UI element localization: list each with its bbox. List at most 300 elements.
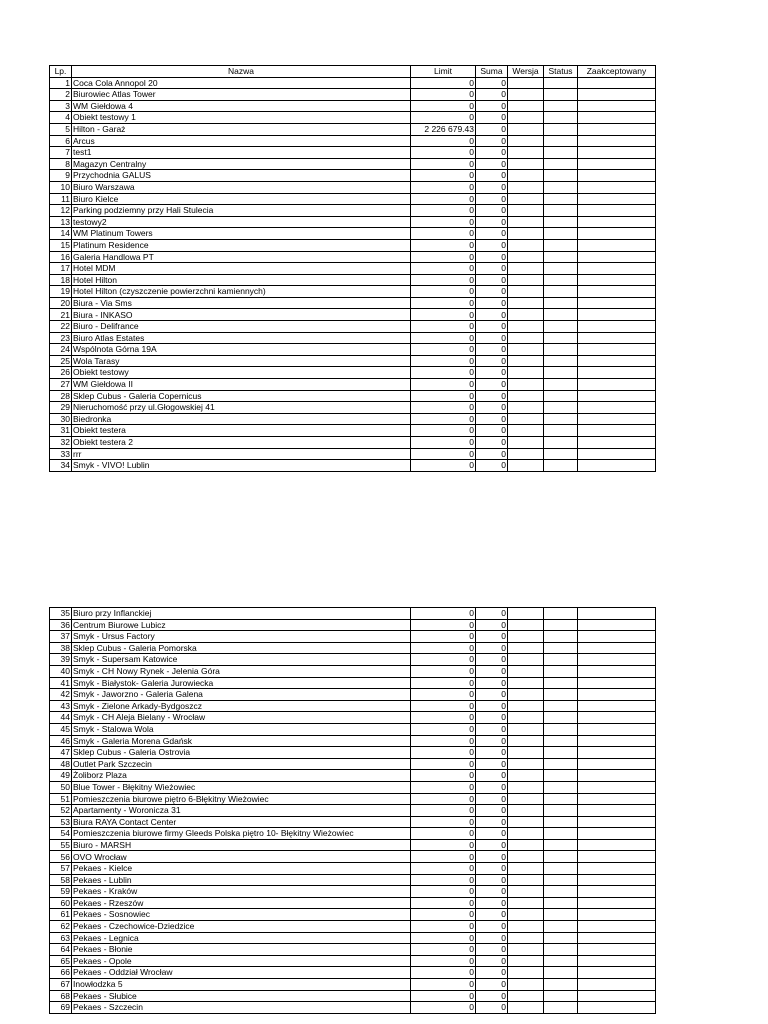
row-zaakceptowany (578, 170, 656, 182)
row-zaakceptowany (578, 851, 656, 863)
row-limit: 0 (411, 158, 476, 170)
row-zaakceptowany (578, 402, 656, 414)
row-zaakceptowany (578, 344, 656, 356)
row-number: 4 (50, 112, 72, 124)
row-zaakceptowany (578, 205, 656, 217)
row-name: Biuro przy Inflanckiej (72, 608, 411, 620)
row-suma: 0 (476, 332, 508, 344)
row-wersja (508, 909, 544, 921)
row-wersja (508, 955, 544, 967)
row-wersja (508, 758, 544, 770)
row-zaakceptowany (578, 274, 656, 286)
table-row (50, 251, 656, 263)
row-suma: 0 (476, 460, 508, 472)
table-row (50, 448, 656, 460)
table-row (50, 631, 656, 643)
row-zaakceptowany (578, 147, 656, 159)
row-status (544, 100, 578, 112)
row-number: 46 (50, 735, 72, 747)
row-zaakceptowany (578, 886, 656, 898)
row-status (544, 367, 578, 379)
row-suma: 0 (476, 619, 508, 631)
row-zaakceptowany (578, 437, 656, 449)
row-number: 3 (50, 100, 72, 112)
row-limit: 0 (411, 1002, 476, 1014)
row-limit: 0 (411, 205, 476, 217)
row-limit: 0 (411, 758, 476, 770)
row-status (544, 135, 578, 147)
row-status (544, 805, 578, 817)
row-limit: 0 (411, 886, 476, 898)
row-name: Biura - Via Sms (72, 297, 411, 309)
table-row (50, 332, 656, 344)
table-row (50, 886, 656, 898)
row-wersja (508, 228, 544, 240)
row-zaakceptowany (578, 700, 656, 712)
row-zaakceptowany (578, 863, 656, 875)
row-suma: 0 (476, 863, 508, 875)
table-row (50, 216, 656, 228)
row-wersja (508, 321, 544, 333)
header-zaakceptowany: Zaakceptowany (578, 66, 656, 78)
row-suma: 0 (476, 448, 508, 460)
row-number: 63 (50, 932, 72, 944)
row-suma: 0 (476, 344, 508, 356)
row-number: 44 (50, 712, 72, 724)
row-number: 15 (50, 239, 72, 251)
row-suma: 0 (476, 239, 508, 251)
row-wersja (508, 735, 544, 747)
row-wersja (508, 216, 544, 228)
row-status (544, 460, 578, 472)
row-suma: 0 (476, 425, 508, 437)
row-status (544, 967, 578, 979)
row-zaakceptowany (578, 828, 656, 840)
row-wersja (508, 181, 544, 193)
row-wersja (508, 932, 544, 944)
row-number: 12 (50, 205, 72, 217)
table-row (50, 181, 656, 193)
row-limit: 0 (411, 712, 476, 724)
row-number: 43 (50, 700, 72, 712)
table-row (50, 344, 656, 356)
row-limit: 0 (411, 909, 476, 921)
row-zaakceptowany (578, 874, 656, 886)
row-wersja (508, 839, 544, 851)
table-row (50, 286, 656, 298)
row-number: 34 (50, 460, 72, 472)
row-number: 13 (50, 216, 72, 228)
row-wersja (508, 805, 544, 817)
row-limit: 0 (411, 321, 476, 333)
table-row (50, 816, 656, 828)
row-name: Inowłodzka 5 (72, 979, 411, 991)
row-limit: 0 (411, 654, 476, 666)
row-status (544, 158, 578, 170)
row-limit: 0 (411, 874, 476, 886)
row-status (544, 413, 578, 425)
row-limit: 0 (411, 967, 476, 979)
row-status (544, 700, 578, 712)
row-zaakceptowany (578, 321, 656, 333)
row-suma: 0 (476, 654, 508, 666)
row-zaakceptowany (578, 448, 656, 460)
row-limit: 0 (411, 979, 476, 991)
row-limit: 0 (411, 793, 476, 805)
row-number: 49 (50, 770, 72, 782)
row-zaakceptowany (578, 642, 656, 654)
row-number: 39 (50, 654, 72, 666)
table-row (50, 863, 656, 875)
row-name: Smyk - Stalowa Wola (72, 723, 411, 735)
row-suma: 0 (476, 712, 508, 724)
row-status (544, 170, 578, 182)
row-zaakceptowany (578, 781, 656, 793)
row-name: Biuro - Delifrance (72, 321, 411, 333)
row-name: testowy2 (72, 216, 411, 228)
table-row (50, 112, 656, 124)
row-zaakceptowany (578, 909, 656, 921)
row-status (544, 228, 578, 240)
table-row (50, 170, 656, 182)
row-zaakceptowany (578, 297, 656, 309)
row-wersja (508, 608, 544, 620)
row-number: 22 (50, 321, 72, 333)
row-wersja (508, 642, 544, 654)
row-name: WM Giełdowa 4 (72, 100, 411, 112)
row-wersja (508, 251, 544, 263)
row-name: Biuro - MARSH (72, 839, 411, 851)
row-status (544, 123, 578, 135)
row-limit: 0 (411, 170, 476, 182)
row-name: Smyk - Galeria Morena Gdańsk (72, 735, 411, 747)
row-limit: 0 (411, 344, 476, 356)
row-wersja (508, 112, 544, 124)
row-zaakceptowany (578, 816, 656, 828)
row-limit: 0 (411, 921, 476, 933)
row-name: Sklep Cubus - Galeria Pomorska (72, 642, 411, 654)
row-suma: 0 (476, 608, 508, 620)
row-suma: 0 (476, 700, 508, 712)
row-wersja (508, 274, 544, 286)
row-zaakceptowany (578, 239, 656, 251)
row-number: 33 (50, 448, 72, 460)
row-name: Platinum Residence (72, 239, 411, 251)
row-status (544, 689, 578, 701)
row-name: Pekaes - Kraków (72, 886, 411, 898)
row-number: 52 (50, 805, 72, 817)
row-status (544, 251, 578, 263)
row-suma: 0 (476, 321, 508, 333)
table-row (50, 955, 656, 967)
table-row (50, 135, 656, 147)
table-row (50, 851, 656, 863)
row-wersja (508, 886, 544, 898)
row-wersja (508, 990, 544, 1002)
row-status (544, 390, 578, 402)
row-suma: 0 (476, 135, 508, 147)
row-number: 45 (50, 723, 72, 735)
row-limit: 0 (411, 805, 476, 817)
row-status (544, 816, 578, 828)
row-suma: 0 (476, 747, 508, 759)
row-wersja (508, 967, 544, 979)
row-wersja (508, 309, 544, 321)
row-status (544, 321, 578, 333)
row-limit: 0 (411, 944, 476, 956)
row-wersja (508, 689, 544, 701)
row-zaakceptowany (578, 805, 656, 817)
row-limit: 0 (411, 239, 476, 251)
table-row (50, 379, 656, 391)
row-status (544, 355, 578, 367)
row-suma: 0 (476, 781, 508, 793)
row-limit: 0 (411, 135, 476, 147)
table-row (50, 712, 656, 724)
row-zaakceptowany (578, 665, 656, 677)
row-wersja (508, 979, 544, 991)
row-limit: 0 (411, 828, 476, 840)
row-name: Hilton - Garaż (72, 123, 411, 135)
row-number: 11 (50, 193, 72, 205)
row-zaakceptowany (578, 112, 656, 124)
row-number: 67 (50, 979, 72, 991)
row-status (544, 77, 578, 89)
header-lp: Lp. (50, 66, 72, 78)
row-limit: 0 (411, 413, 476, 425)
row-limit: 0 (411, 990, 476, 1002)
row-number: 9 (50, 170, 72, 182)
row-zaakceptowany (578, 355, 656, 367)
row-suma: 0 (476, 631, 508, 643)
row-status (544, 297, 578, 309)
row-status (544, 712, 578, 724)
row-status (544, 89, 578, 101)
row-wersja (508, 89, 544, 101)
table-row (50, 367, 656, 379)
row-name: Obiekt testowy 1 (72, 112, 411, 124)
objects-table-page-2 (49, 607, 656, 1014)
row-status (544, 309, 578, 321)
row-name: Biuro Atlas Estates (72, 332, 411, 344)
table-row (50, 402, 656, 414)
row-limit: 0 (411, 263, 476, 275)
row-wersja (508, 781, 544, 793)
row-suma: 0 (476, 723, 508, 735)
row-number: 19 (50, 286, 72, 298)
row-wersja (508, 631, 544, 643)
row-wersja (508, 944, 544, 956)
row-wersja (508, 460, 544, 472)
row-name: Pekaes - Szczecin (72, 1002, 411, 1014)
row-name: Pekaes - Lublin (72, 874, 411, 886)
table-row (50, 932, 656, 944)
table-row (50, 828, 656, 840)
row-limit: 0 (411, 955, 476, 967)
row-number: 1 (50, 77, 72, 89)
row-wersja (508, 425, 544, 437)
row-status (544, 216, 578, 228)
row-name: Hotel MDM (72, 263, 411, 275)
row-suma: 0 (476, 642, 508, 654)
row-name: Smyk - CH Aleja Bielany - Wrocław (72, 712, 411, 724)
row-name: Pekaes - Kielce (72, 863, 411, 875)
row-zaakceptowany (578, 228, 656, 240)
row-zaakceptowany (578, 158, 656, 170)
row-limit: 0 (411, 112, 476, 124)
row-name: Biuro Warszawa (72, 181, 411, 193)
row-limit: 0 (411, 355, 476, 367)
row-suma: 0 (476, 355, 508, 367)
row-suma: 0 (476, 181, 508, 193)
row-name: WM Platinum Towers (72, 228, 411, 240)
row-number: 32 (50, 437, 72, 449)
row-name: test1 (72, 147, 411, 159)
table-row (50, 460, 656, 472)
row-name: Pomieszczenia biurowe firmy Gleeds Polska piętro 10- Błękitny Wieżowiec (72, 828, 411, 840)
row-name: Parking podziemny przy Hali Stulecia (72, 205, 411, 217)
row-name: Hotel Hilton (72, 274, 411, 286)
row-number: 17 (50, 263, 72, 275)
row-zaakceptowany (578, 123, 656, 135)
row-zaakceptowany (578, 181, 656, 193)
table-row (50, 321, 656, 333)
row-suma: 0 (476, 402, 508, 414)
row-limit: 0 (411, 437, 476, 449)
row-number: 35 (50, 608, 72, 620)
row-suma: 0 (476, 735, 508, 747)
row-name: Pekaes - Sosnowiec (72, 909, 411, 921)
row-status (544, 747, 578, 759)
table-row (50, 990, 656, 1002)
row-wersja (508, 413, 544, 425)
row-name: Biurowiec Atlas Tower (72, 89, 411, 101)
row-limit: 0 (411, 735, 476, 747)
table-row (50, 689, 656, 701)
row-number: 50 (50, 781, 72, 793)
row-name: Centrum Biurowe Lubicz (72, 619, 411, 631)
row-wersja (508, 921, 544, 933)
row-name: Biura - INKASO (72, 309, 411, 321)
row-status (544, 654, 578, 666)
objects-table-page-1 (49, 65, 656, 472)
row-wersja (508, 193, 544, 205)
row-wersja (508, 355, 544, 367)
row-name: Biedronka (72, 413, 411, 425)
row-status (544, 723, 578, 735)
row-limit: 0 (411, 723, 476, 735)
row-status (544, 677, 578, 689)
row-status (544, 402, 578, 414)
row-number: 36 (50, 619, 72, 631)
row-name: Smyk - Zielone Arkady-Bydgoszcz (72, 700, 411, 712)
row-suma: 0 (476, 228, 508, 240)
row-zaakceptowany (578, 608, 656, 620)
row-status (544, 770, 578, 782)
table-row (50, 77, 656, 89)
row-number: 30 (50, 413, 72, 425)
row-wersja (508, 851, 544, 863)
row-suma: 0 (476, 828, 508, 840)
row-zaakceptowany (578, 425, 656, 437)
row-limit: 0 (411, 460, 476, 472)
row-limit: 0 (411, 286, 476, 298)
row-suma: 0 (476, 437, 508, 449)
row-suma: 0 (476, 805, 508, 817)
row-number: 41 (50, 677, 72, 689)
row-suma: 0 (476, 297, 508, 309)
row-limit: 0 (411, 689, 476, 701)
row-number: 24 (50, 344, 72, 356)
row-suma: 0 (476, 123, 508, 135)
row-number: 56 (50, 851, 72, 863)
row-suma: 0 (476, 955, 508, 967)
row-limit: 0 (411, 448, 476, 460)
table-row (50, 147, 656, 159)
row-status (544, 955, 578, 967)
row-status (544, 425, 578, 437)
row-name: Pekaes - Słubice (72, 990, 411, 1002)
row-number: 57 (50, 863, 72, 875)
row-suma: 0 (476, 100, 508, 112)
row-wersja (508, 437, 544, 449)
row-number: 53 (50, 816, 72, 828)
row-name: Smyk - Białystok- Galeria Jurowiecka (72, 677, 411, 689)
row-status (544, 608, 578, 620)
row-number: 31 (50, 425, 72, 437)
row-status (544, 781, 578, 793)
row-wersja (508, 828, 544, 840)
row-number: 59 (50, 886, 72, 898)
row-suma: 0 (476, 816, 508, 828)
row-number: 51 (50, 793, 72, 805)
row-number: 65 (50, 955, 72, 967)
row-number: 60 (50, 897, 72, 909)
row-zaakceptowany (578, 216, 656, 228)
row-wersja (508, 344, 544, 356)
row-wersja (508, 205, 544, 217)
row-number: 7 (50, 147, 72, 159)
row-name: Żoliborz Plaza (72, 770, 411, 782)
table-row (50, 665, 656, 677)
header-limit: Limit (411, 66, 476, 78)
row-wersja (508, 723, 544, 735)
row-number: 18 (50, 274, 72, 286)
row-suma: 0 (476, 274, 508, 286)
row-limit: 0 (411, 332, 476, 344)
row-number: 10 (50, 181, 72, 193)
row-number: 21 (50, 309, 72, 321)
row-zaakceptowany (578, 460, 656, 472)
row-limit: 0 (411, 425, 476, 437)
row-number: 6 (50, 135, 72, 147)
row-number: 69 (50, 1002, 72, 1014)
row-zaakceptowany (578, 955, 656, 967)
row-zaakceptowany (578, 723, 656, 735)
row-status (544, 944, 578, 956)
row-zaakceptowany (578, 100, 656, 112)
table-row (50, 158, 656, 170)
row-suma: 0 (476, 689, 508, 701)
row-wersja (508, 448, 544, 460)
row-name: Obiekt testera (72, 425, 411, 437)
row-suma: 0 (476, 112, 508, 124)
row-limit: 0 (411, 619, 476, 631)
row-number: 16 (50, 251, 72, 263)
row-number: 5 (50, 123, 72, 135)
table-row (50, 979, 656, 991)
row-zaakceptowany (578, 932, 656, 944)
